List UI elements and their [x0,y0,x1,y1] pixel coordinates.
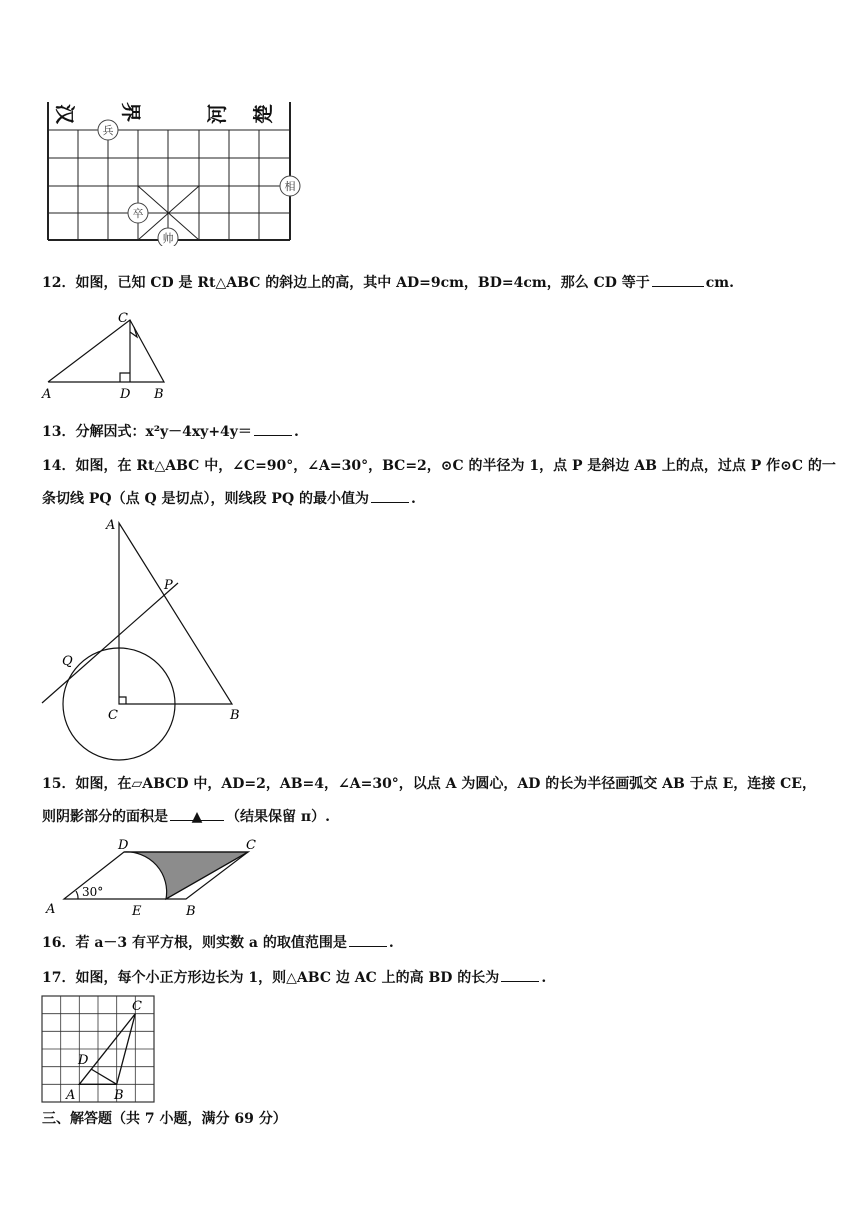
q15-label-b: B [186,904,196,919]
piece-xiang: 相 [284,180,296,193]
question-17-text: 17．如图，每个小正方形边长为 1，则△ABC 边 AC 上的高 BD 的长为 [42,970,500,986]
q14-label-p: P [164,578,173,593]
question-14-line2: 条切线 PQ（点 Q 是切点），则线段 PQ 的最小值为 . [42,488,416,510]
answer-blank-12[interactable] [652,272,704,287]
question-14-text: 14．如图，在 Rt△ABC 中，∠C=90°，∠A=30°，BC=2，⊙C 的半径为 1，点 P 是斜边 AB 上的点，过点 P 作⊙C 的一 [42,458,836,474]
question-16: 16．若 a－3 有平方根，则实数 a 的取值范围是 . [42,932,394,954]
board-char-chu: 楚 [251,104,275,124]
q12-triangle-figure [40,310,180,402]
answer-blank-16[interactable] [349,932,387,947]
q12-label-d: D [120,387,131,402]
answer-blank-14[interactable] [371,488,409,503]
q12-label-a: A [42,387,52,402]
q17-grid-figure [40,994,160,1106]
question-12-text: 12．如图，已知 CD 是 Rt△ABC 的斜边上的高，其中 AD=9cm，BD=4cm，那么 CD 等于 [42,275,650,291]
q14-label-c: C [108,708,118,723]
q15-label-a: A [46,902,56,917]
board-char-he: 河 [205,104,229,124]
q17-label-b: B [114,1088,124,1103]
question-15-text: 15．如图，在▱ABCD 中，AD=2，AB=4，∠A=30°，以点 A 为圆心，AD 的长为半径画弧交 AB 于点 E，连接 CE， [42,776,816,792]
question-13: 13．分解因式：x²y－4xy+4y＝ . [42,421,299,443]
q12-label-b: B [154,387,164,402]
question-14-line1 [42,455,836,477]
question-15-line2: 则阴影部分的面积是 ▲ （结果保留 π）. [42,806,330,828]
q17-label-d: D [78,1053,89,1068]
question-16-text: 16．若 a－3 有平方根，则实数 a 的取值范围是 [42,935,347,951]
q14-label-b: B [230,708,240,723]
q14-label-a: A [106,518,116,533]
question-17: 17．如图，每个小正方形边长为 1，则△ABC 边 AC 上的高 BD 的长为 . [42,967,546,989]
q17-label-a: A [66,1088,76,1103]
board-char-jie: 界 [119,102,143,122]
answer-blank-13[interactable] [254,421,292,436]
answer-blank-15[interactable] [170,806,224,825]
q15-label-c: C [246,838,256,853]
question-13-text: 13．分解因式：x²y－4xy+4y＝ [42,424,252,440]
q15-label-e: E [132,904,142,919]
q12-label-c: C [118,311,128,326]
question-12 [42,272,734,294]
board-char-han: 汉 [53,104,77,124]
question-12-unit: cm. [705,275,734,291]
q15-label-d: D [118,838,129,853]
section-3-title: 三、解答题（共 7 小题，满分 69 分） [42,1111,287,1127]
q15-angle-label: 30° [82,885,104,899]
question-15-line1 [42,773,816,795]
chess-board-figure [44,100,306,246]
q14-circle-figure [38,515,248,765]
piece-zu: 卒 [132,207,144,220]
q15-parallelogram-figure [40,835,270,921]
q14-label-q: Q [62,654,73,669]
answer-marker-triangle: ▲ [191,809,203,825]
piece-bing: 兵 [102,124,114,137]
q17-label-c: C [132,999,142,1014]
answer-blank-17[interactable] [501,967,539,982]
piece-shuai: 帅 [162,232,174,245]
